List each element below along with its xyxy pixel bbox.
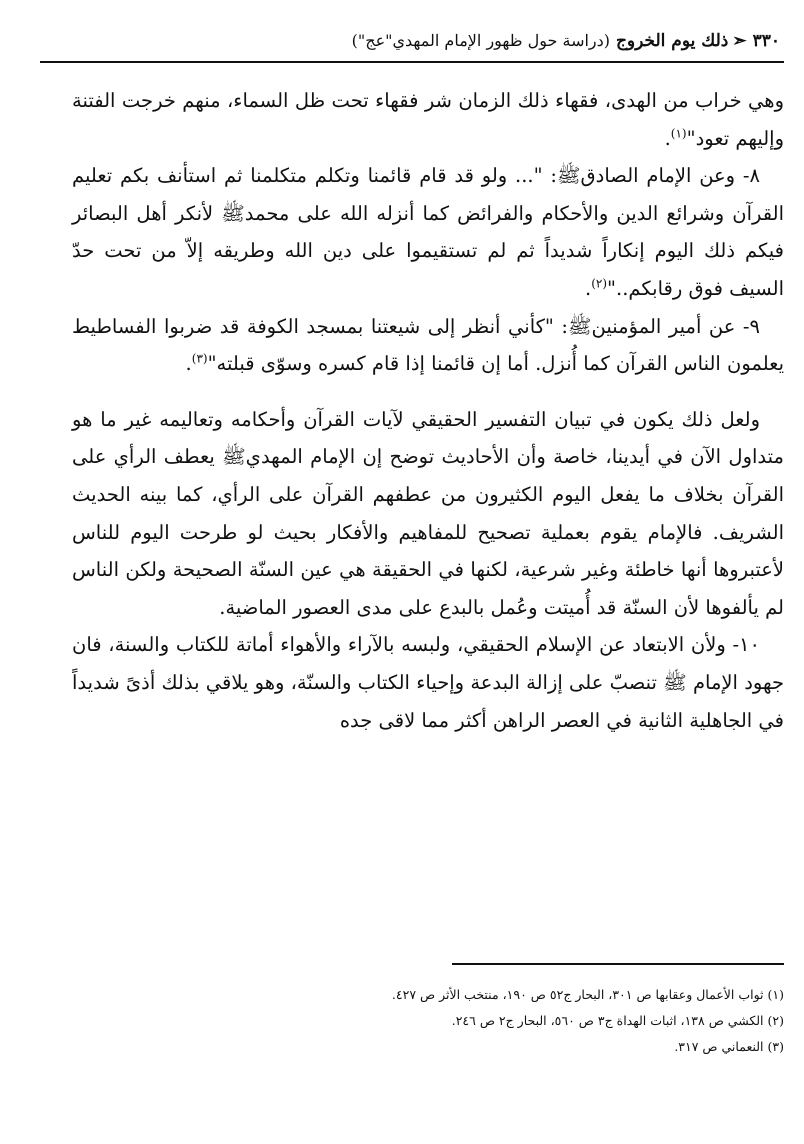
paragraph-point-10: ١٠- ولأن الابتعاد عن الإسلام الحقيقي، ولبسه بالآراء والأهواء أماتة للكتاب والسنة، فان جهود الإمام ﷺ تنصبّ على إزالة البدعة وإحياء الكتاب والسنّة، وهو يلاقي بذلك أذىً شديداً في الجاهلية الثانية في العصر الراهن أكثر مما لاقى جده — [72, 633, 784, 732]
paragraph-continuation: وهي خراب من الهدى، فقهاء ذلك الزمان شر فقهاء تحت ظل السماء، منهم خرجت الفتنة وإليهم تعود"$^{(١)}$. — [72, 89, 784, 150]
arrow-icon: ➣ — [732, 31, 747, 51]
main-text — [72, 82, 784, 739]
running-header — [0, 28, 780, 54]
footnote-2: (٢) الكشي ص ١٣٨، اثبات الهداة ج٣ ص ٥٦٠، البحار ج٢ ص ٢٤٦. — [451, 1013, 784, 1028]
book-title: ذلك يوم الخروج — [615, 31, 729, 51]
footnotes — [200, 982, 784, 1060]
paragraph-hadith-9: ٩- عن أمير المؤمنينﷺ: "كأني أنظر إلى شيعتنا بمسجد الكوفة قد ضربوا الفساطيط يعلمون الناس القرآن كما أُنزل. أما إن قائمنا إذا قام كسره وسوّى قبلته"$^{(٣)}$. — [72, 314, 784, 376]
paragraph-hadith-8: ٨- وعن الإمام الصادقﷺ: "... ولو قد قام قائمنا وتكلم متكلمنا ثم استأنف بكم تعليم القرآن وشرائع الدين والأحكام والفرائض كما أنزله الله على محمدﷺ لأنكر أهل البصائر فيكم ذلك اليوم إنكاراً شديداً ثم لم تستقيموا على دين الله وطريقه إلاّ من تحت حدّ السيف فوق رقابكم.."$^{(٢)}$. — [72, 164, 784, 300]
header-rule — [40, 61, 784, 63]
footnote-ref-3: (٣) — [191, 351, 208, 366]
footnote-ref-2: (٢) — [591, 276, 608, 291]
page-number: ٣٣٠ — [752, 31, 780, 51]
footnote-3: (٣) النعماني ص ٣١٧. — [674, 1039, 784, 1054]
book-subtitle: (دراسة حول ظهور الإمام المهدي"عج") — [351, 31, 611, 50]
paragraph-commentary: ولعل ذلك يكون في تبيان التفسير الحقيقي لآيات القرآن وأحكامه وتعاليمه غير ما هو متداول الآن في أيدينا، خاصة وأن الأحاديث توضح إن الإمام المهديﷺ يعطف الرأي على القرآن بخلاف ما يفعل اليوم الكثيرون من عطفهم القرآن على الرأي، كما بينه الحديث الشريف. فالإمام يقوم بعملية تصحيح للمفاهيم والأفكار بحيث لو طرحت اليوم للناس لأعتبروها أنها خاطئة وغير شرعية، لكنها في الحقيقة هي عين السنّة الصحيحة ولكن الناس لم يألفوها لأن السنّة قد أُميتت وعُمل بالبدع على مدى العصور الماضية. — [72, 407, 784, 619]
footnote-1: (١) ثواب الأعمال وعقابها ص ٣٠١، البحار ج٥٢ ص ١٩٠، منتخب الأثر ص ٤٢٧. — [391, 987, 784, 1002]
footnote-rule — [452, 963, 784, 965]
footnote-ref-1: (١) — [670, 126, 687, 141]
